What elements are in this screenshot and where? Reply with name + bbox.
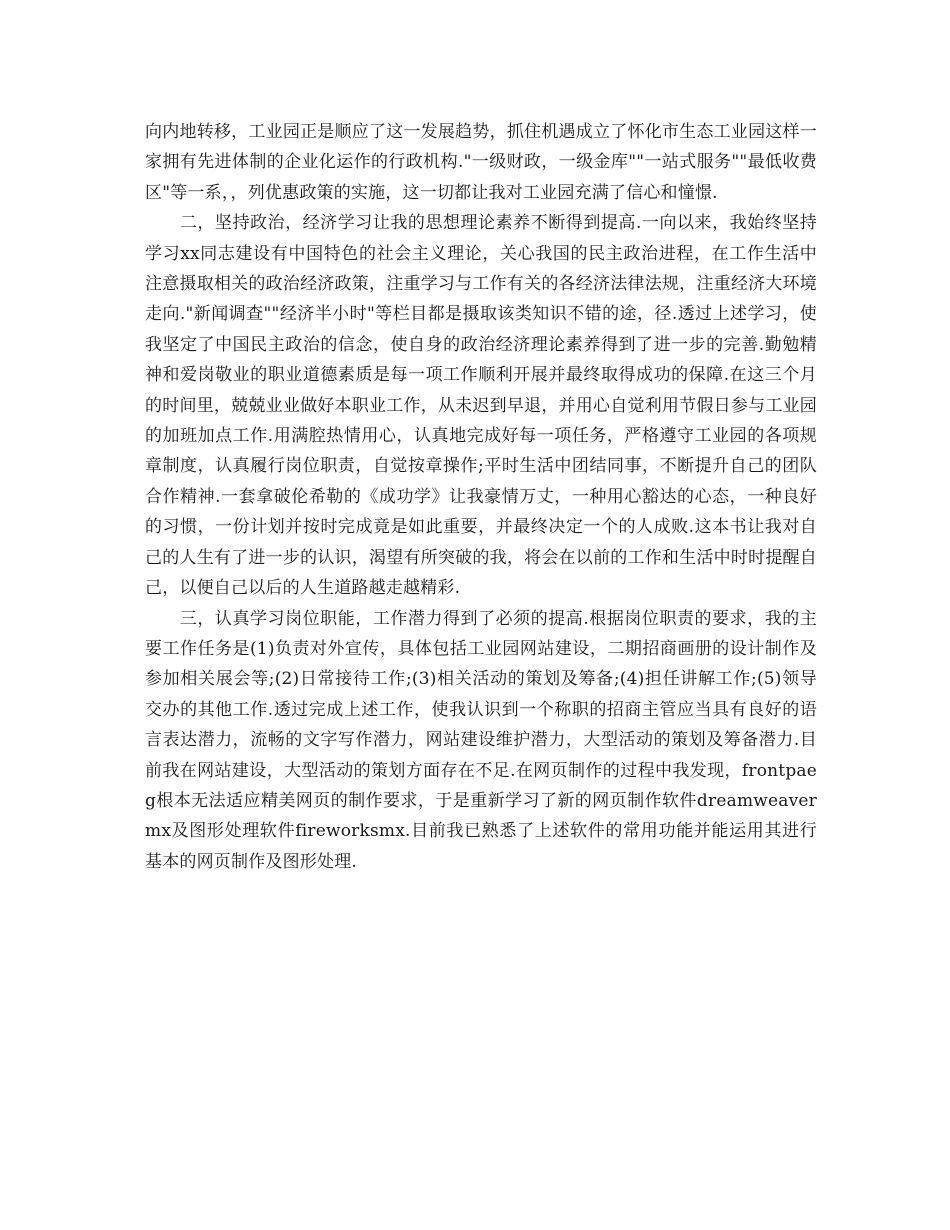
paragraph-1: 向内地转移，工业园正是顺应了这一发展趋势，抓住机遇成立了怀化市生态工业园这样一家拥有先进体制的企业化运作的行政机构."一级财政，一级金库""一站式服务""最低收费区"等一系，，列优惠政策的实施，这一切都让我对工业园充满了信心和憧憬. xyxy=(145,122,817,203)
paragraph-2: 二，坚持政治，经济学习让我的思想理论素养不断得到提高.一向以来，我始终坚持学习xx同志建设有中国特色的社会主义理论，关心我国的民主政治进程，在工作生活中注意摄取相关的政治经济政策，注重学习与工作有关的各经济法律法规，注重经济大环境走向."新闻调查""经济半小时"等栏目都是摄取该类知识不错的途，径.透过上述学习，使我坚定了中国民主政治的信念，使自身的政治经济理论素养得到了进一步的完善.勤勉精神和爱岗敬业的职业道德素质是每一项工作顺利开展并最终取得成功的保障.在这三个月的时间里，兢兢业业做好本职业工作，从未迟到早退，并用心自觉利用节假日参与工业园的加班加点工作.用满腔热情用心，认真地完成好每一项任务，严格遵守工业园的各项规章制度，认真履行岗位职责，自觉按章操作;平时生活中团结同事，不断提升自己的团队合作精神.一套拿破伦希勒的《成功学》让我豪情万丈，一种用心豁达的心态，一种良好的习惯，一份计划并按时完成竟是如此重要，并最终决定一个的人成败.这本书让我对自己的人生有了进一步的认识，渴望有所突破的我，将会在以前的工作和生活中时时提醒自己，以便自己以后的人生道路越走越精彩. xyxy=(145,213,817,599)
paragraph-3: 三，认真学习岗位职能，工作潜力得到了必须的提高.根据岗位职责的要求，我的主要工作任务是(1)负责对外宣传，具体包括工业园网站建设，二期招商画册的设计制作及参加相关展会等;(2)日常接待工作;(3)相关活动的策划及筹备;(4)担任讲解工作;(5)领导交办的其他工作.透过完成上述工作，使我认识到一个称职的招商主管应当具有良好的语言表达潜力，流畅的文字写作潜力，网站建设维护潜力，大型活动的策划及筹备潜力.目前我在网站建设，大型活动的策划方面存在不足.在网页制作的过程中我发现，frontpaeg根本无法适应精美网页的制作要求，于是重新学习了新的网页制作软件dreamweavermx及图形处理软件fireworksmx.目前我已熟悉了上述软件的常用功能并能运用其进行基本的网页制作及图形处理. xyxy=(145,608,817,872)
document-body xyxy=(145,117,817,877)
